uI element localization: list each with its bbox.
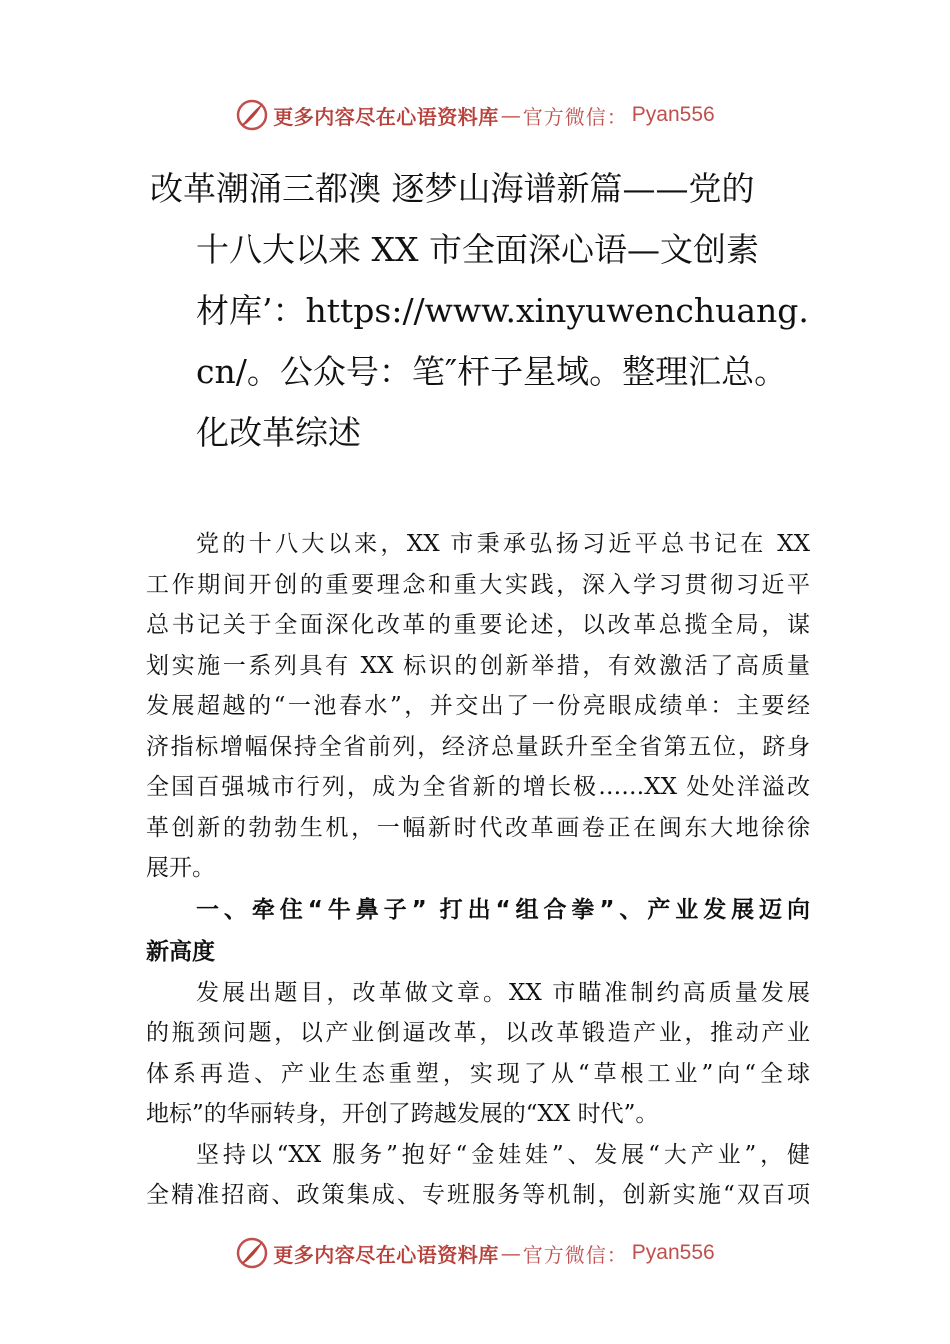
title-line: 十八大以来 XX 市全面深心语—文创素 [196, 230, 759, 269]
banner-wechat-label: 官方微信： [522, 104, 628, 129]
text-line: 全精准招商、政策集成、专班服务等机制，创新实施“双百项 [146, 1182, 810, 1208]
text-line: 总书记关于全面深化改革的重要论述，以改革总揽全局，谋 [146, 612, 810, 638]
banner-wechat-id: Pyan556 [631, 103, 715, 126]
header-banner [0, 93, 950, 137]
banner-wechat-label: 官方微信： [522, 1242, 628, 1267]
paragraph-industry [146, 973, 810, 1135]
title-line: 化改革综述 [196, 413, 361, 452]
heading-line: 一、牵住“牛鼻子” 打出“组合拳”、产业发展迈向 [196, 896, 810, 923]
banner-wechat-id: Pyan556 [631, 1241, 715, 1264]
text-line: 展开。 [146, 855, 215, 881]
paragraph-intro [146, 524, 810, 889]
text-line: 地标”的华丽转身，开创了跨越发展的“XX 时代”。 [146, 1101, 659, 1127]
document-body [146, 524, 810, 1216]
document-title [150, 158, 850, 463]
text-line: 全国百强城市行列，成为全省新的增长极……XX 处处洋溢改 [146, 774, 810, 800]
quill-seal-icon [235, 98, 269, 132]
title-line: cn/。公众号：笔″杆子星域。整理汇总。 [196, 352, 788, 391]
text-line: 革创新的勃勃生机，一幅新时代改革画卷正在闽东大地徐徐 [146, 814, 810, 841]
section-heading-1 [146, 889, 810, 973]
text-line: 坚持以“XX 服务”抱好“金娃娃”、发展“大产业”，健 [196, 1141, 810, 1168]
banner-brand-text: 更多内容尽在心语资料库 [273, 104, 499, 129]
banner-brand-text: 更多内容尽在心语资料库 [273, 1242, 499, 1267]
banner-dash: — [500, 103, 521, 127]
quill-seal-icon [235, 1236, 269, 1270]
text-line: 体系再造、产业生态重塑，实现了从“草根工业”向“全球 [146, 1060, 810, 1087]
paragraph-service [146, 1135, 810, 1216]
text-line: 划实施一系列具有 XX 标识的创新举措，有效激活了高质量 [146, 652, 810, 679]
text-line: 济指标增幅保持全省前列，经济总量跃升至全省第五位，跻身 [146, 733, 810, 760]
text-line: 发展出题目，改革做文章。XX 市瞄准制约高质量发展 [196, 979, 810, 1006]
text-line: 工作期间开创的重要理念和重大实践，深入学习贯彻习近平 [146, 571, 810, 598]
footer-banner [0, 1231, 950, 1275]
heading-line: 新高度 [146, 938, 215, 965]
text-line: 党的十八大以来，XX 市秉承弘扬习近平总书记在 XX [196, 531, 810, 557]
title-line: 材库’：https://www.xinyuwenchuang. [196, 291, 809, 330]
text-line: 的瓶颈问题，以产业倒逼改革，以改革锻造产业，推动产业 [146, 1020, 810, 1046]
banner-dash: — [500, 1241, 521, 1265]
title-line: 改革潮涌三都澳 逐梦山海谱新篇——党的 [150, 169, 755, 208]
text-line: 发展超越的“一池春水”，并交出了一份亮眼成绩单：主要经 [146, 693, 810, 719]
